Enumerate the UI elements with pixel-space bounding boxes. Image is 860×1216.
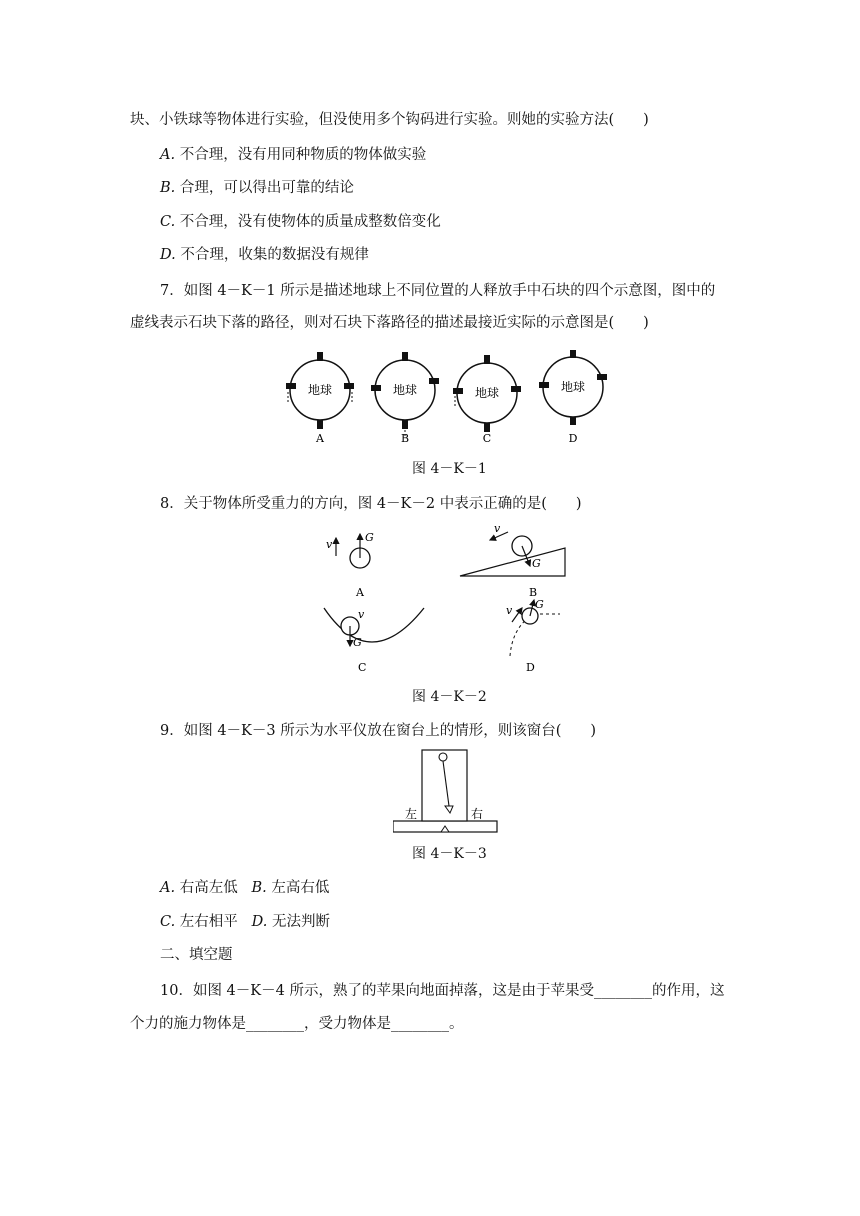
q10-stem-line2: 个力的施力物体是________，受力物体是________。 xyxy=(130,1016,464,1032)
option-letter: C. xyxy=(160,214,176,230)
panel-label-b: B xyxy=(400,432,410,445)
right-label: 右 xyxy=(471,807,484,821)
figure-4-k-3 xyxy=(393,748,523,838)
gravity-label: G xyxy=(535,598,544,611)
panel-label-a: A xyxy=(356,586,364,599)
velocity-label: v xyxy=(494,526,501,535)
globe-label: 地球 xyxy=(392,383,418,397)
q10-stem-line1: 10．如图 4－K－4 所示，熟了的苹果向地面掉落，这是由于苹果受________的作用，这 xyxy=(160,983,725,999)
q7-stem-line1: 7．如图 4－K－1 所示是描述地球上不同位置的人释放手中石块的四个示意图，图中的 xyxy=(160,283,716,299)
figure-4-k-1-caption: 图 4－K－1 xyxy=(412,461,487,477)
panel-label-d: D xyxy=(526,661,535,674)
globe-panel-b xyxy=(371,352,439,445)
gravity-panel-c xyxy=(324,608,424,674)
section-heading: 二、填空题 xyxy=(160,947,233,963)
option-text: 右高左低 xyxy=(179,880,238,896)
option-text: 不合理，没有用同种物质的物体做实验 xyxy=(179,147,427,163)
option-text: 不合理，没有使物体的质量成整数倍变化 xyxy=(179,214,441,230)
panel-label-c: C xyxy=(482,432,492,445)
option-text: 合理，可以得出可靠的结论 xyxy=(179,180,354,196)
gravity-panel-d xyxy=(506,598,560,674)
gravity-panel-b xyxy=(460,526,565,599)
velocity-label: v xyxy=(506,604,513,617)
globe-panel-a xyxy=(286,352,354,445)
option-letter: D. xyxy=(251,914,268,930)
q6-option-b xyxy=(160,178,354,198)
q9-options-row2 xyxy=(160,912,330,932)
option-letter: B. xyxy=(251,880,267,896)
figure-4-k-2-caption: 图 4－K－2 xyxy=(412,689,487,705)
q6-option-c xyxy=(160,212,441,232)
left-label: 左 xyxy=(405,807,418,821)
gravity-label: G xyxy=(532,557,541,570)
globe-panel-d xyxy=(539,350,607,445)
option-text: 不合理，收集的数据没有规律 xyxy=(180,247,369,263)
q6-continuation: 块、小铁球等物体进行实验，但没使用多个钩码进行实验。则她的实验方法( ) xyxy=(130,112,649,128)
option-text: 无法判断 xyxy=(271,914,330,930)
option-letter: A. xyxy=(160,147,176,163)
panel-label-d: D xyxy=(568,432,578,445)
q9-options-row1 xyxy=(160,878,329,898)
globe-label: 地球 xyxy=(474,386,500,400)
q8-stem: 8．关于物体所受重力的方向，图 4－K－2 中表示正确的是( ) xyxy=(160,496,582,512)
gravity-panel-a xyxy=(326,531,374,599)
q7-stem-line2: 虚线表示石块下落的路径，则对石块下落路径的描述最接近实际的示意图是( ) xyxy=(130,315,649,331)
option-letter: D. xyxy=(160,247,176,263)
globe-panel-c xyxy=(453,355,521,445)
figure-4-k-3-caption: 图 4－K－3 xyxy=(412,846,487,862)
gravity-label: G xyxy=(353,636,362,649)
velocity-label: v xyxy=(358,608,365,621)
option-letter: B. xyxy=(160,180,176,196)
panel-label-c: C xyxy=(358,661,367,674)
option-text: 左高右低 xyxy=(271,880,330,896)
panel-label-a: A xyxy=(316,432,324,445)
figure-4-k-2 xyxy=(320,526,620,676)
gravity-label: G xyxy=(365,531,374,544)
q9-stem: 9．如图 4－K－3 所示为水平仪放在窗台上的情形，则该窗台( ) xyxy=(160,723,597,739)
option-text: 左右相平 xyxy=(179,914,238,930)
option-letter: A. xyxy=(160,880,176,896)
globe-label: 地球 xyxy=(560,380,586,394)
panel-label-b: B xyxy=(529,586,538,599)
globe-label: 地球 xyxy=(307,383,333,397)
velocity-label: v xyxy=(326,538,333,551)
q6-option-a xyxy=(160,145,426,165)
q6-option-d xyxy=(160,245,369,265)
option-letter: C. xyxy=(160,914,176,930)
figure-4-k-1 xyxy=(280,350,620,450)
